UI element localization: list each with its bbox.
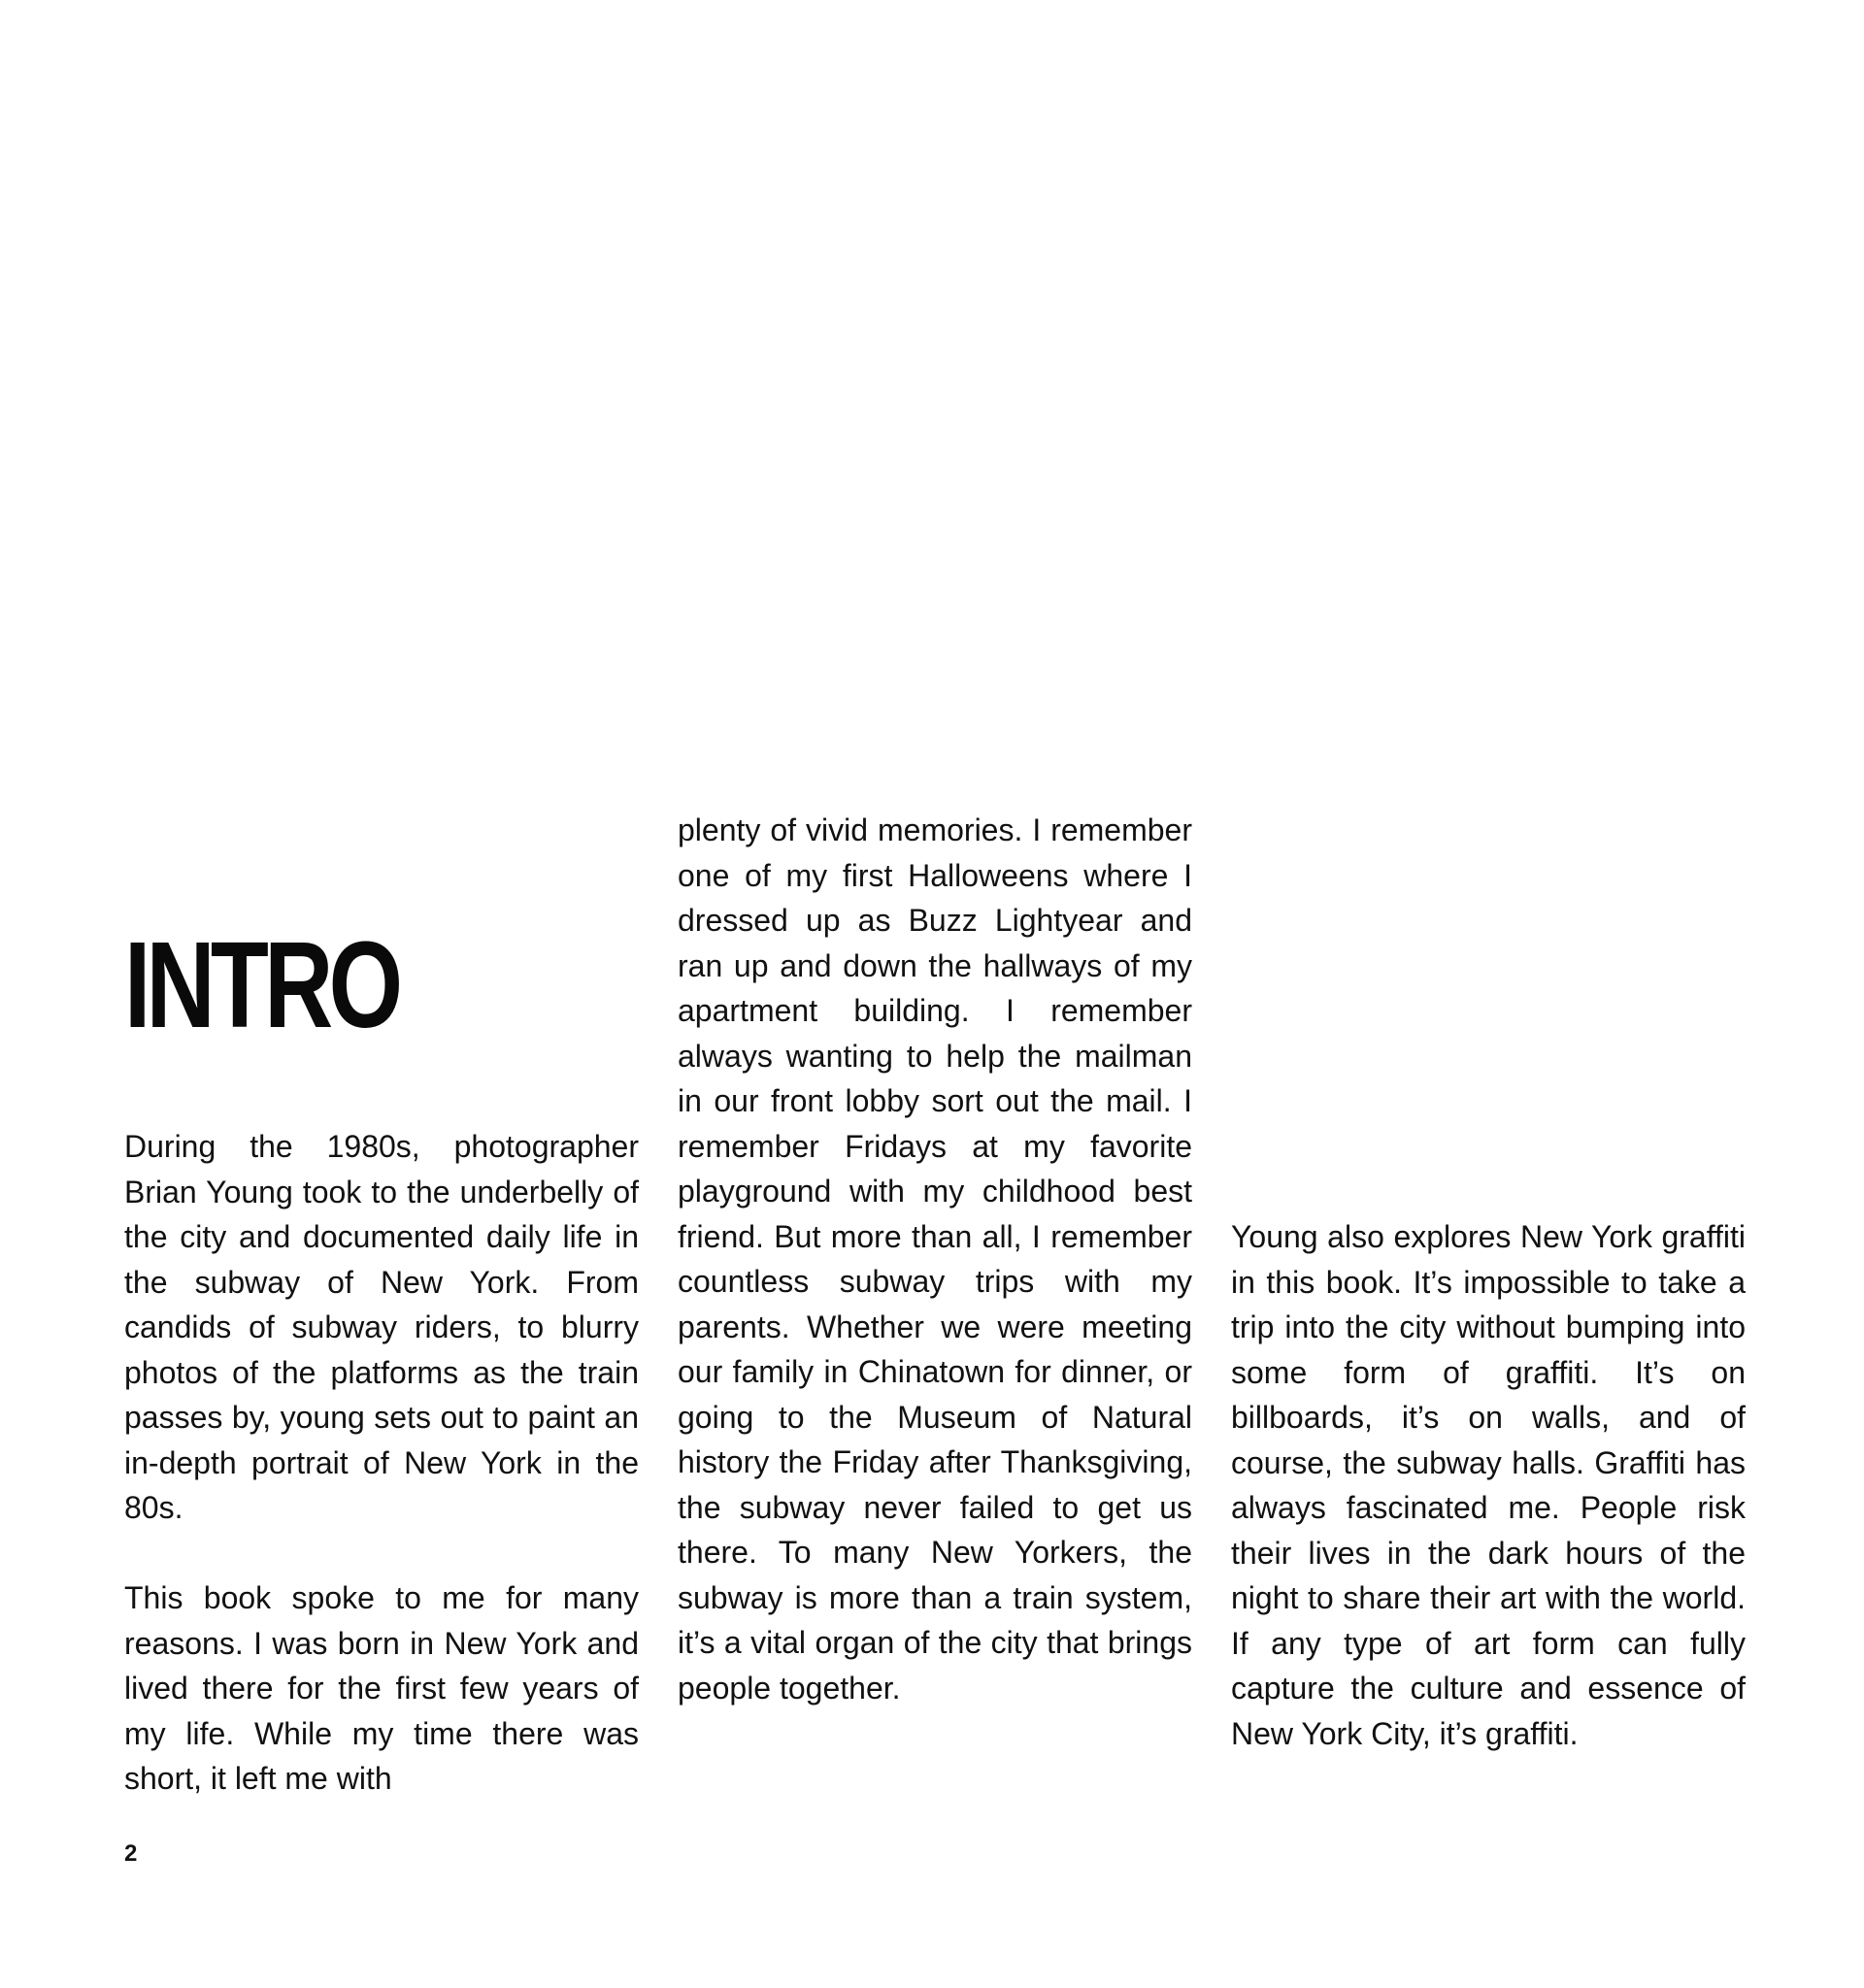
paragraph-personal: This book spoke to me for many reasons. I was born in New York and lived there for the first few years of my life. While my time there was short, it left me with: [124, 1580, 639, 1796]
text-column-left: [124, 1124, 639, 1802]
text-column-right: [1231, 1214, 1746, 1756]
page-title: INTRO: [124, 916, 399, 1053]
paragraph-graffiti: Young also explores New York graffiti in this book. It’s impossible to take a trip into the city without bumping into some form of graffiti. It’s on billboards, it’s on walls, and of course, the subway halls. Graffiti has always fascinated me. People risk their lives in the dark hours of the night to share their art with the world. If any type of art form can fully capture the culture and essence of New York City, it’s graffiti.: [1231, 1219, 1746, 1751]
paragraph-memories: plenty of vivid memories. I remember one of my first Halloweens where I dressed up as Buzz Lightyear and ran up and down the hallways of my apartment building. I remember always wanting to help the mailman in our front lobby sort out the mail. I remember Fridays at my favorite playground with my childhood best friend. But more than all, I remember countless subway trips with my parents. Whether we were meeting our family in Chinatown for dinner, or going to the Museum of Natural history the Friday after Thanksgiving, the subway never failed to get us there. To many New Yorkers, the subway is more than a train system, it’s a vital organ of the city that brings people together.: [678, 812, 1192, 1706]
text-column-middle: [678, 808, 1192, 1710]
paragraph-intro: During the 1980s, photographer Brian Young took to the underbelly of the city and documented daily life in the subway of New York. From candids of subway riders, to blurry photos of the platforms as the train passes by, young sets out to paint an in-depth portrait of New York in the 80s.: [124, 1129, 639, 1525]
page-number: 2: [124, 1840, 138, 1867]
